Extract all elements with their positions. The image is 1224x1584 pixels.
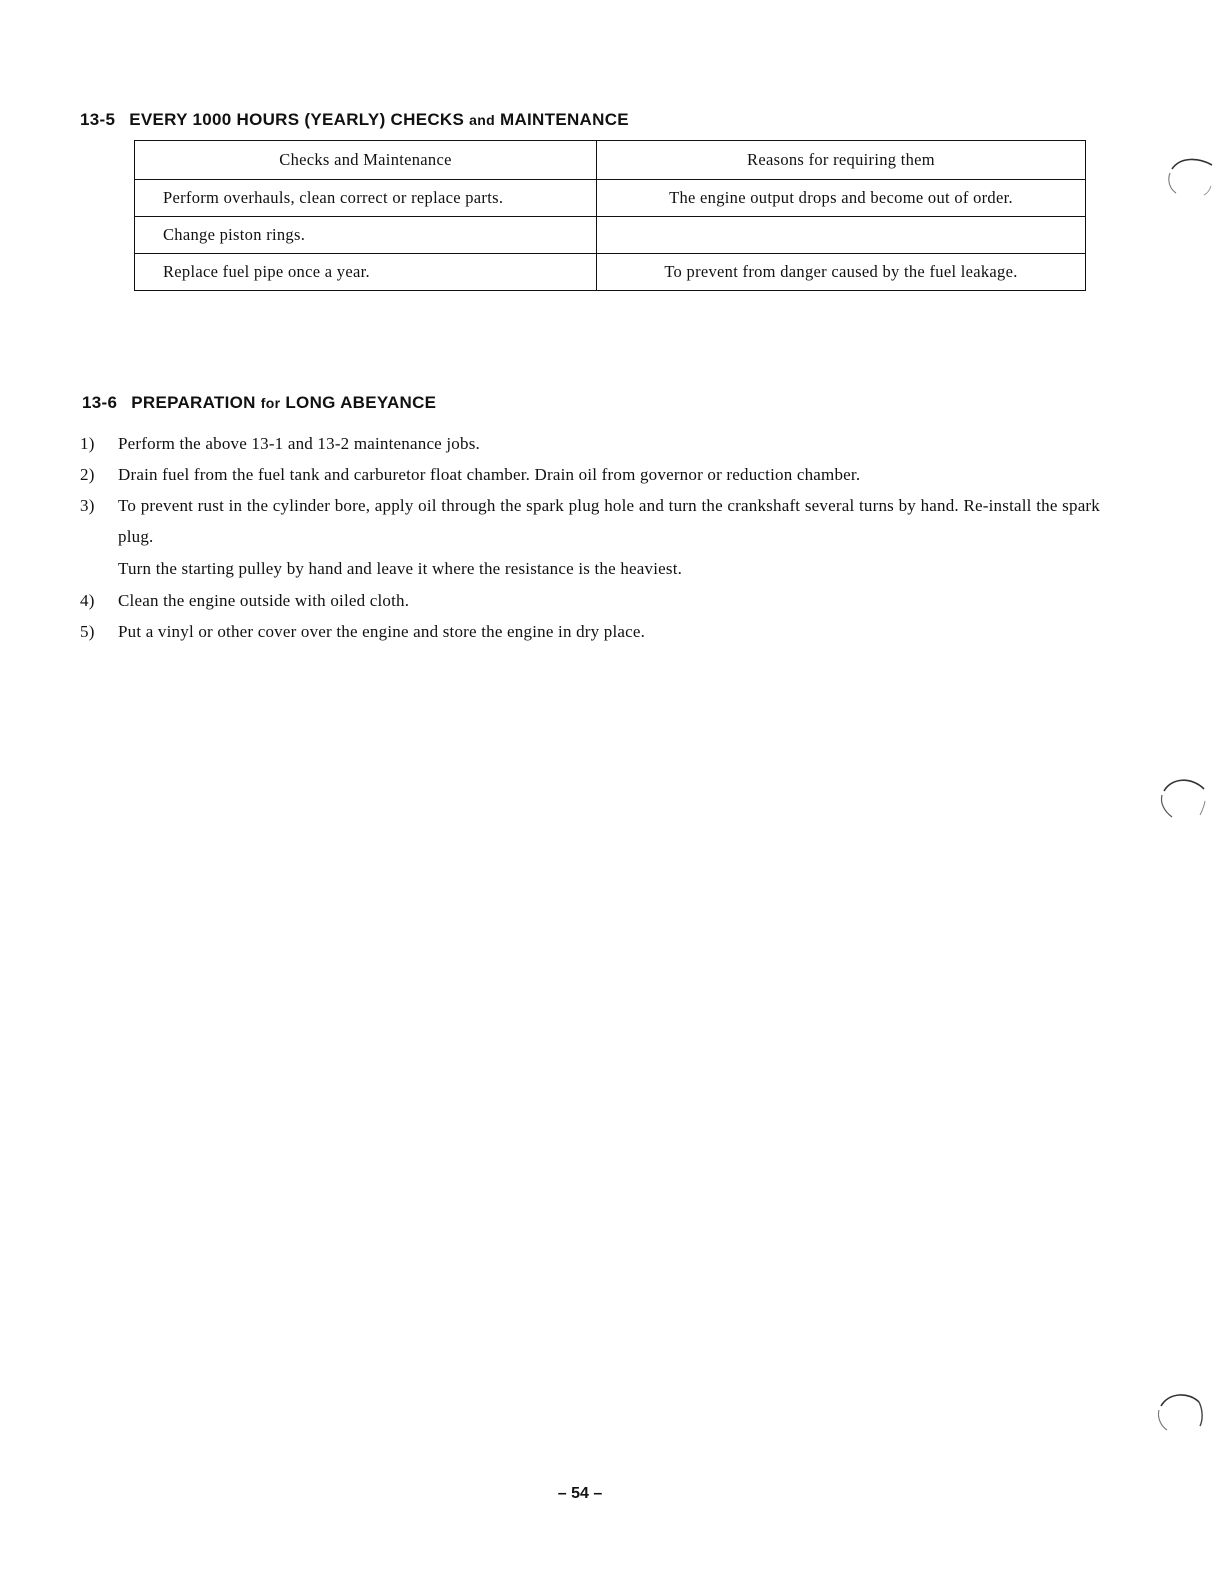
list-item	[80, 459, 1100, 490]
step-extra-text: Turn the starting pulley by hand and leave it where the resistance is the heaviest.	[118, 559, 683, 578]
step-marker: 4)	[80, 591, 95, 610]
table-cell-check: Replace fuel pipe once a year.	[135, 254, 597, 291]
step-marker: 5)	[80, 622, 95, 641]
column-header-checks: Checks and Maintenance	[135, 141, 597, 180]
step-text: Perform the above 13-1 and 13-2 maintenance jobs.	[118, 434, 480, 453]
step-marker: 3)	[80, 496, 95, 515]
column-header-reasons: Reasons for requiring them	[597, 141, 1086, 180]
table-cell-reason: To prevent from danger caused by the fuel leakage.	[597, 254, 1086, 291]
step-text: Drain fuel from the fuel tank and carburetor float chamber. Drain oil from governor or reduction chamber.	[118, 465, 861, 484]
section-13-6-title	[82, 393, 436, 413]
list-item	[80, 490, 1100, 585]
table-row	[135, 217, 1086, 254]
section-13-6-number: 13-6	[82, 393, 118, 412]
table-cell-check: Perform overhauls, clean correct or replace parts.	[135, 180, 597, 217]
table-cell-reason: The engine output drops and become out of order.	[597, 180, 1086, 217]
step-text: Clean the engine outside with oiled cloth.	[118, 591, 410, 610]
punch-hole-icon	[1164, 155, 1216, 201]
step-marker: 1)	[80, 434, 95, 453]
section-13-5-number: 13-5	[80, 110, 116, 129]
page-number: – 54 –	[557, 1485, 603, 1502]
section-13-6-title-part1: PREPARATION	[131, 393, 256, 412]
section-13-5-title-and: and	[469, 112, 495, 128]
punch-hole-icon	[1156, 775, 1208, 821]
step-text: Put a vinyl or other cover over the engine and store the engine in dry place.	[118, 622, 646, 641]
list-item	[80, 428, 1100, 459]
punch-hole-icon	[1153, 1390, 1205, 1436]
yearly-maintenance-table	[134, 140, 1086, 291]
list-item	[80, 585, 1100, 616]
step-text: To prevent rust in the cylinder bore, apply oil through the spark plug hole and turn the crankshaft several turns by hand. Re-install the spark plug.	[118, 496, 1100, 546]
section-13-5-title-part2: MAINTENANCE	[500, 110, 629, 129]
step-marker: 2)	[80, 465, 95, 484]
table-cell-check: Change piston rings.	[135, 217, 597, 254]
table-row	[135, 180, 1086, 217]
table-row	[135, 254, 1086, 291]
table-header-row	[135, 141, 1086, 180]
section-13-6-title-for: for	[260, 395, 281, 411]
section-13-6-title-part2: LONG ABEYANCE	[285, 393, 437, 412]
table-cell-reason	[597, 217, 1086, 254]
section-13-5-title-part1: EVERY 1000 HOURS (YEARLY) CHECKS	[129, 110, 465, 129]
abeyance-steps-list	[80, 428, 1100, 647]
list-item	[80, 616, 1100, 647]
section-13-5-title	[80, 110, 629, 130]
